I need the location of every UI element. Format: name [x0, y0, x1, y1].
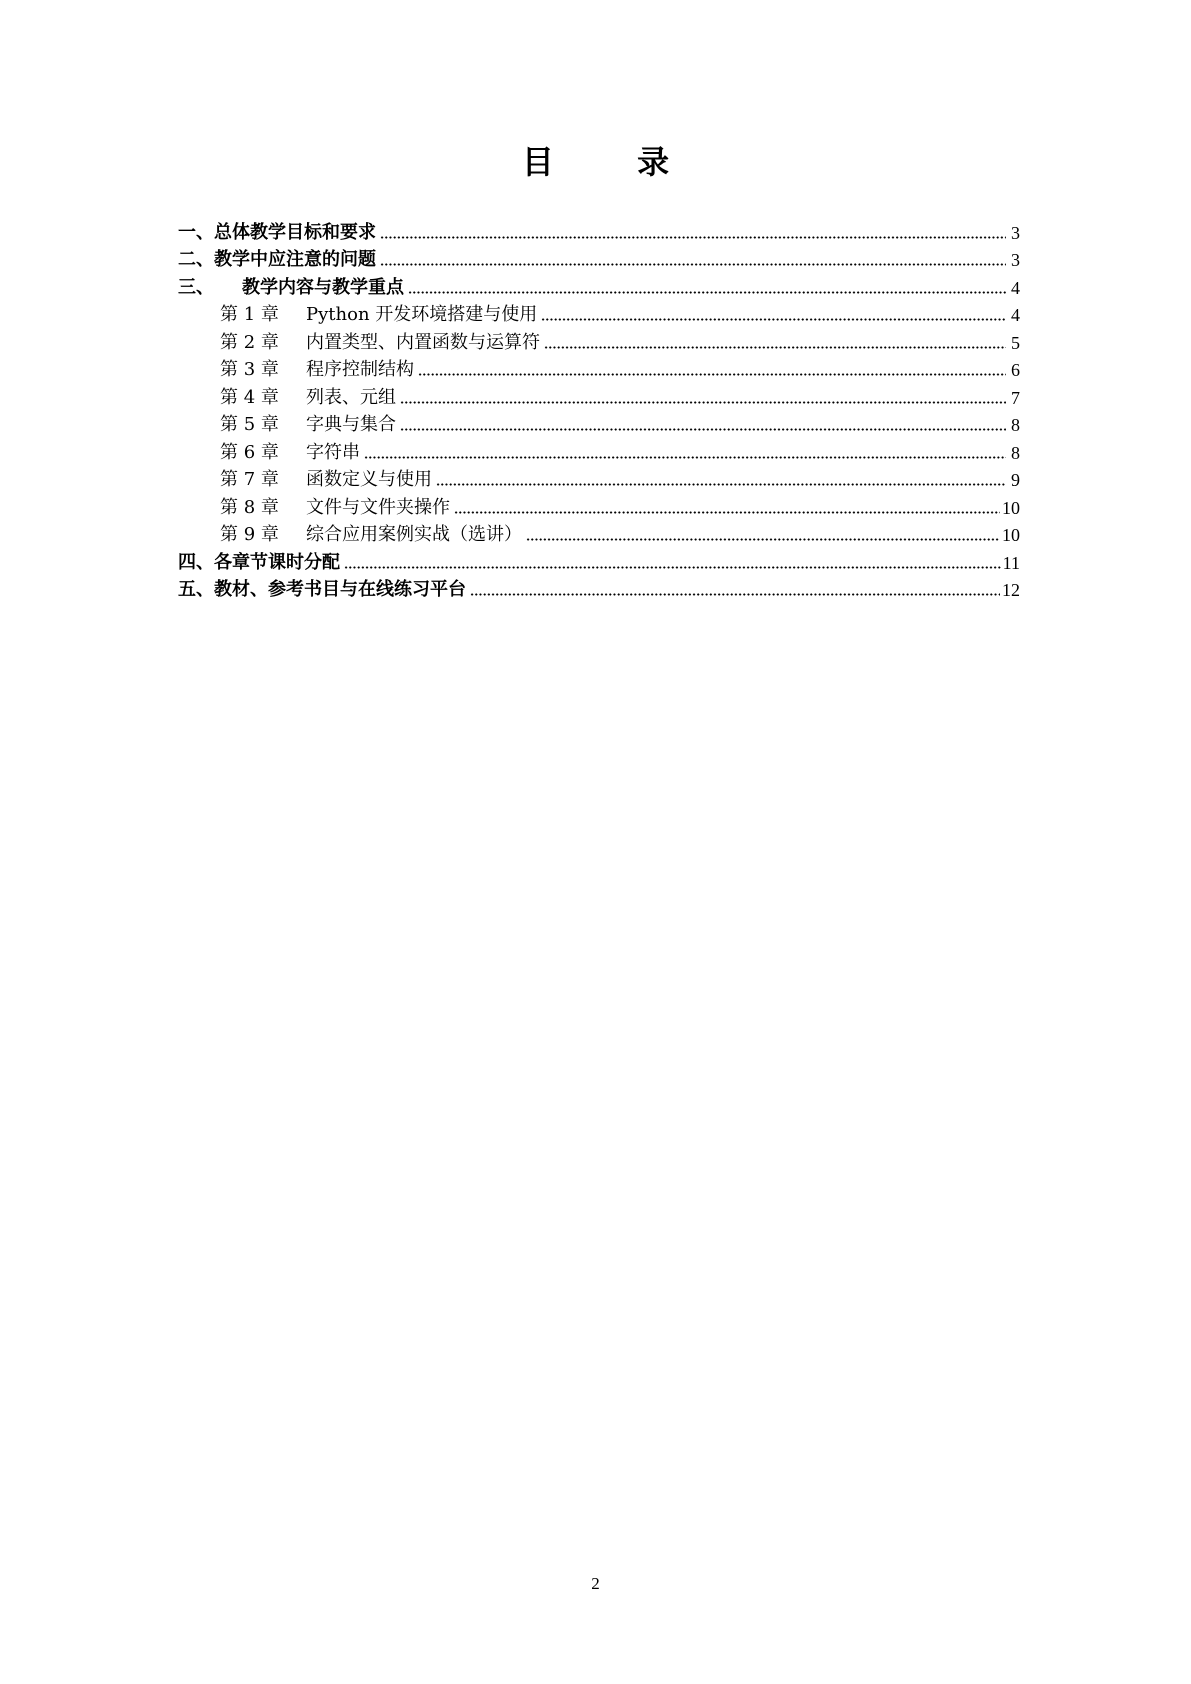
toc-entry-section-2[interactable] [178, 244, 1020, 272]
dot-leader [454, 511, 1000, 514]
toc-page-number: 10 [1002, 497, 1020, 518]
dot-leader [526, 538, 1000, 541]
toc-entry-chapter-3[interactable] [178, 354, 1020, 382]
dot-leader [400, 401, 1006, 404]
toc-entry-chapter-9[interactable] [178, 519, 1020, 547]
section-number: 三、 [178, 276, 214, 298]
toc-entry-section-4[interactable] [178, 546, 1020, 574]
chapter-number: 第 3 章 [220, 359, 279, 380]
toc-entry-label [178, 277, 404, 299]
dot-leader [380, 263, 1006, 266]
toc-entry-section-3[interactable] [178, 271, 1020, 299]
toc-entry-chapter-1[interactable] [178, 299, 1020, 327]
chapter-number: 第 6 章 [220, 441, 279, 463]
chapter-number: 第 1 章 [220, 304, 279, 325]
toc-page-number: 8 [1011, 415, 1020, 435]
toc-page-number: 5 [1011, 332, 1020, 353]
toc-entry-chapter-4[interactable] [178, 381, 1020, 409]
dot-leader [544, 346, 1006, 349]
toc-entry-label: 内置类型、内置函数与运算符 [306, 331, 540, 353]
toc-entry-label: 列表、元组 [306, 386, 396, 408]
toc-entry-label: 字典与集合 [306, 414, 396, 435]
dot-leader [436, 483, 1006, 486]
toc-page-number: 8 [1011, 442, 1020, 463]
dot-leader [364, 456, 1006, 459]
toc-entry-label: 函数定义与使用 [306, 469, 432, 490]
toc-entry-chapter-8[interactable] [178, 491, 1020, 519]
toc-title: 目 录 [521, 143, 706, 181]
toc-entry-section-5[interactable] [178, 574, 1020, 602]
toc-page-number: 10 [1002, 525, 1020, 545]
toc-page-number: 9 [1011, 470, 1020, 490]
dot-leader [541, 318, 1006, 321]
chapter-number: 第 7 章 [220, 469, 279, 490]
toc-entry-chapter-5[interactable] [178, 409, 1020, 437]
dot-leader [408, 291, 1006, 294]
toc-entry-label: 字符串 [306, 441, 360, 463]
dot-leader [418, 373, 1006, 376]
section-title: 教学内容与教学重点 [242, 276, 404, 298]
toc-entry-label: Python 开发环境搭建与使用 [306, 304, 538, 325]
toc-page-number: 11 [1002, 552, 1020, 573]
toc-entry-label: 程序控制结构 [306, 359, 414, 380]
chapter-number: 第 8 章 [220, 496, 279, 518]
chapter-number: 第 4 章 [220, 386, 279, 408]
page-number: 2 [591, 1574, 600, 1593]
toc-page-number: 4 [1011, 277, 1020, 298]
toc-entry-label: 一、总体教学目标和要求 [178, 221, 376, 243]
chapter-number: 第 9 章 [220, 524, 279, 545]
dot-leader [344, 566, 1001, 569]
dot-leader [400, 428, 1006, 431]
table-of-contents [178, 216, 1020, 601]
toc-entry-chapter-6[interactable] [178, 436, 1020, 464]
dot-leader [380, 236, 1006, 239]
chapter-number: 第 5 章 [220, 414, 279, 435]
toc-page-number: 3 [1011, 250, 1020, 270]
toc-entry-chapter-2[interactable] [178, 326, 1020, 354]
toc-page-number: 3 [1011, 222, 1020, 243]
toc-page-number: 4 [1011, 305, 1020, 325]
toc-page-number: 7 [1011, 387, 1020, 408]
toc-entry-label: 五、教材、参考书目与在线练习平台 [178, 579, 466, 600]
toc-entry-label: 二、教学中应注意的问题 [178, 249, 376, 270]
toc-entry-label: 四、各章节课时分配 [178, 551, 340, 573]
chapter-number: 第 2 章 [220, 331, 279, 353]
toc-entry-label: 文件与文件夹操作 [306, 496, 450, 518]
dot-leader [470, 593, 1000, 596]
toc-page-number: 12 [1002, 580, 1020, 600]
toc-entry-section-1[interactable] [178, 216, 1020, 244]
toc-entry-label: 综合应用案例实战（选讲） [306, 524, 522, 545]
toc-page-number: 6 [1011, 360, 1020, 380]
toc-entry-chapter-7[interactable] [178, 464, 1020, 492]
